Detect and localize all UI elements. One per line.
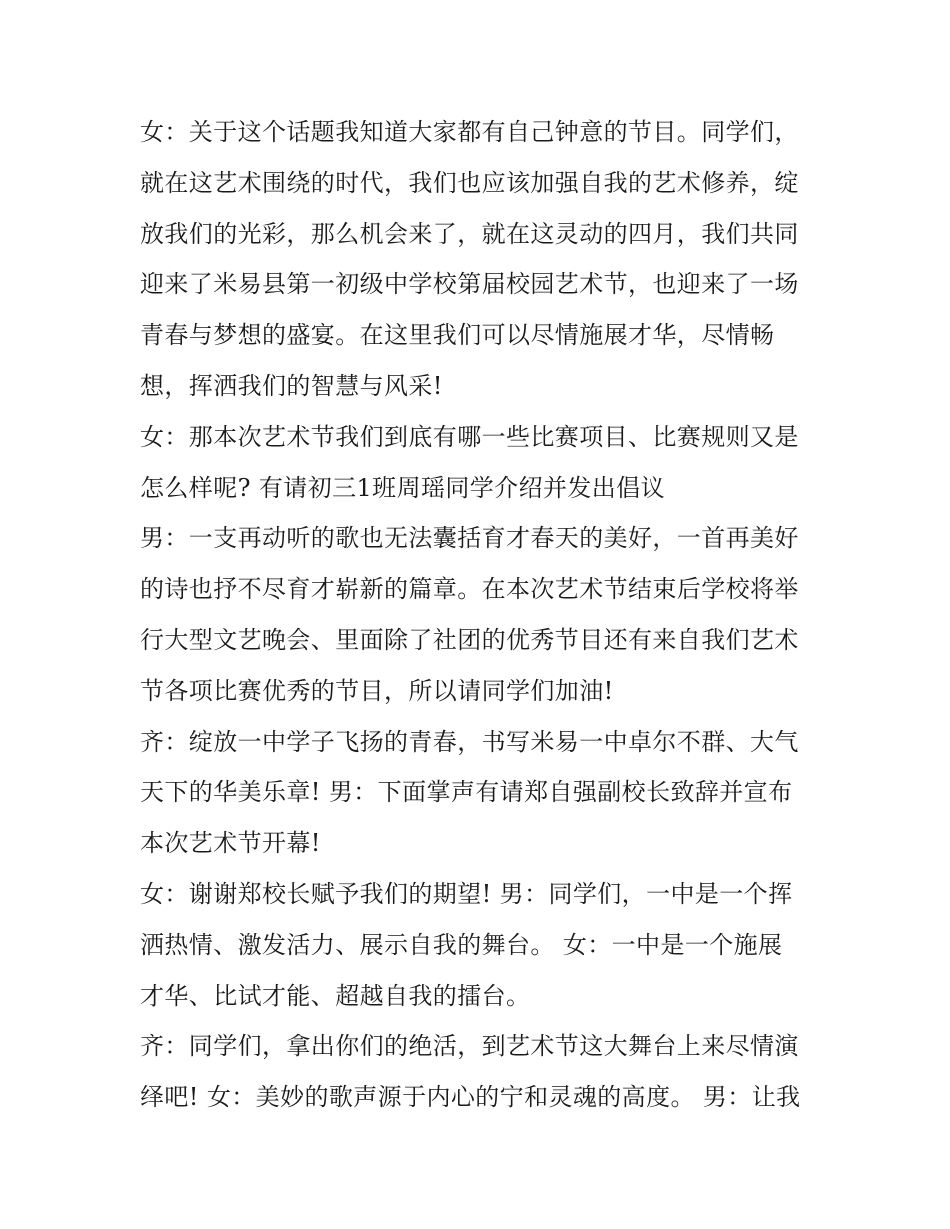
text-line: 的诗也抒不尽育才崭新的篇章。在本次艺术节结束后学校将举 [140,575,799,604]
text-line: 才华、比试才能、超越自我的擂台。 [140,981,531,1010]
text-line: 节各项比赛优秀的节目，所以请同学们加油! [140,676,614,705]
text-line: 放我们的光彩，那么机会来了，就在这灵动的四月，我们共同 [140,219,799,248]
text-line: 女：那本次艺术节我们到底有哪一些比赛项目、比赛规则又是 [140,422,799,451]
text-line: 青春与梦想的盛宴。在这里我们可以尽情施展才华，尽情畅 [140,321,775,350]
text-line: 本次艺术节开幕! [140,829,321,858]
text-line: 男：一支再动听的歌也无法囊括育才春天的美好，一首再美好 [140,524,799,553]
text-line: 齐：同学们，拿出你们的绝活，到艺术节这大舞台上来尽情演 [140,1032,799,1061]
text-line: 想，挥洒我们的智慧与风采! [140,371,443,400]
text-line: 齐：绽放一中学子飞扬的青春，书写米易一中卓尔不群、大气 [140,727,799,756]
text-line: 洒热情、激发活力、展示自我的舞台。 女：一中是一个施展 [140,930,783,959]
text-line: 怎么样呢? 有请初三1班周瑶同学介绍并发出倡议 [140,473,665,502]
text-line: 行大型文艺晚会、里面除了社团的优秀节目还有来自我们艺术 [140,625,799,654]
text-line: 就在这艺术围绕的时代，我们也应该加强自我的艺术修养，绽 [140,168,799,197]
text-line: 绎吧! 女：美妙的歌声源于内心的宁和灵魂的高度。 男：让我 [140,1083,801,1112]
text-line: 女：关于这个话题我知道大家都有自己钟意的节目。同学们， [140,118,799,146]
text-line: 迎来了米易县第一初级中学校第届校园艺术节，也迎来了一场 [140,270,799,299]
document-body [140,107,820,1123]
text-line: 女：谢谢郑校长赋予我们的期望! 男：同学们，一中是一个挥 [140,879,793,908]
text-line: 天下的华美乐章! 男：下面掌声有请郑自强副校长致辞并宣布 [140,778,793,807]
